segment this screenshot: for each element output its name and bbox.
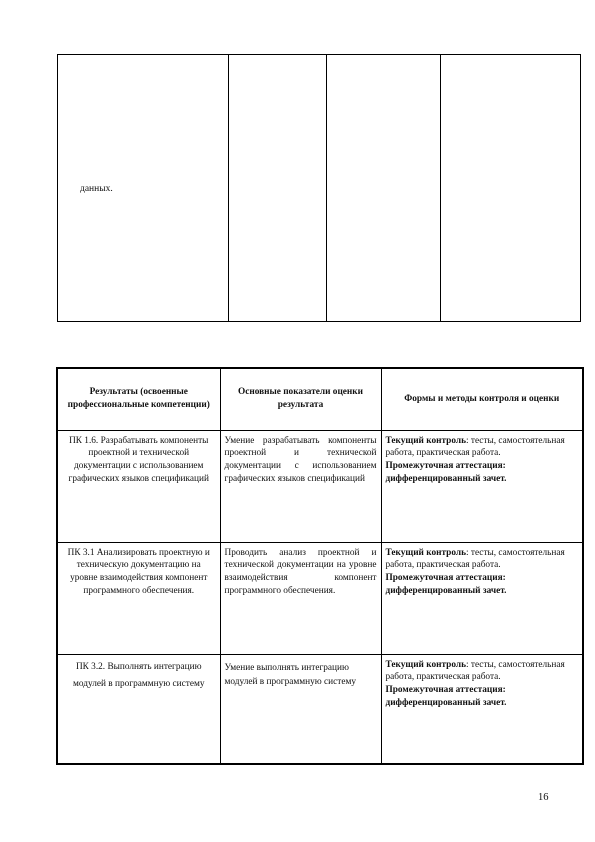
previous-table-fragment (57, 54, 581, 322)
control-label: Текущий контроль (385, 659, 466, 670)
header-methods: Формы и методы контроля и оценки (381, 368, 583, 430)
indicator-cell: Умение выполнять интеграцию модулей в программную систему (220, 654, 381, 764)
methods-cell (381, 654, 583, 764)
column-divider (228, 55, 229, 321)
control-label: Текущий контроль (385, 547, 466, 558)
table-row (57, 430, 583, 542)
fragment-text: данных. (80, 184, 113, 194)
competence-cell: ПК 1.6. Разрабатывать компоненты проектной и технической документации с использованием графических языков спецификаций (57, 430, 220, 542)
control-text: : тесты, самостоятельная работа, практическая работа. (385, 435, 565, 459)
methods-cell (381, 430, 583, 542)
competence-cell: ПК 3.2. Выполнять интеграцию модулей в программную систему (57, 654, 220, 764)
indicator-cell: Умение разрабатывать компоненты проектной и технической документации с использованием графических языков спецификаций (220, 430, 381, 542)
competence-cell: ПК 3.1 Анализировать проектную и техническую документацию на уровне взаимодействия компонент программного обеспечения. (57, 542, 220, 654)
attestation-label: Промежуточная аттестация: дифференцированный зачет. (385, 685, 507, 708)
results-table (56, 367, 584, 765)
page-number: 16 (538, 792, 549, 803)
attestation-label: Промежуточная аттестация: дифференцированный зачет. (385, 461, 507, 484)
indicator-cell: Проводить анализ проектной и технической документации на уровне взаимодействия компонент программного обеспечения. (220, 542, 381, 654)
column-divider (326, 55, 327, 321)
control-text: : тесты, самостоятельная работа, практическая работа. (385, 547, 565, 571)
table-header-row (57, 368, 583, 430)
column-divider (440, 55, 441, 321)
header-indicators: Основные показатели оценки результата (220, 368, 381, 430)
attestation-label: Промежуточная аттестация: дифференцированный зачет. (385, 573, 507, 596)
control-text: : тесты, самостоятельная работа, практическая работа. (385, 659, 565, 683)
methods-cell (381, 542, 583, 654)
control-label: Текущий контроль (385, 435, 466, 446)
table-row (57, 542, 583, 654)
header-results: Результаты (освоенные профессиональные компетенции) (57, 368, 220, 430)
table-row (57, 654, 583, 764)
